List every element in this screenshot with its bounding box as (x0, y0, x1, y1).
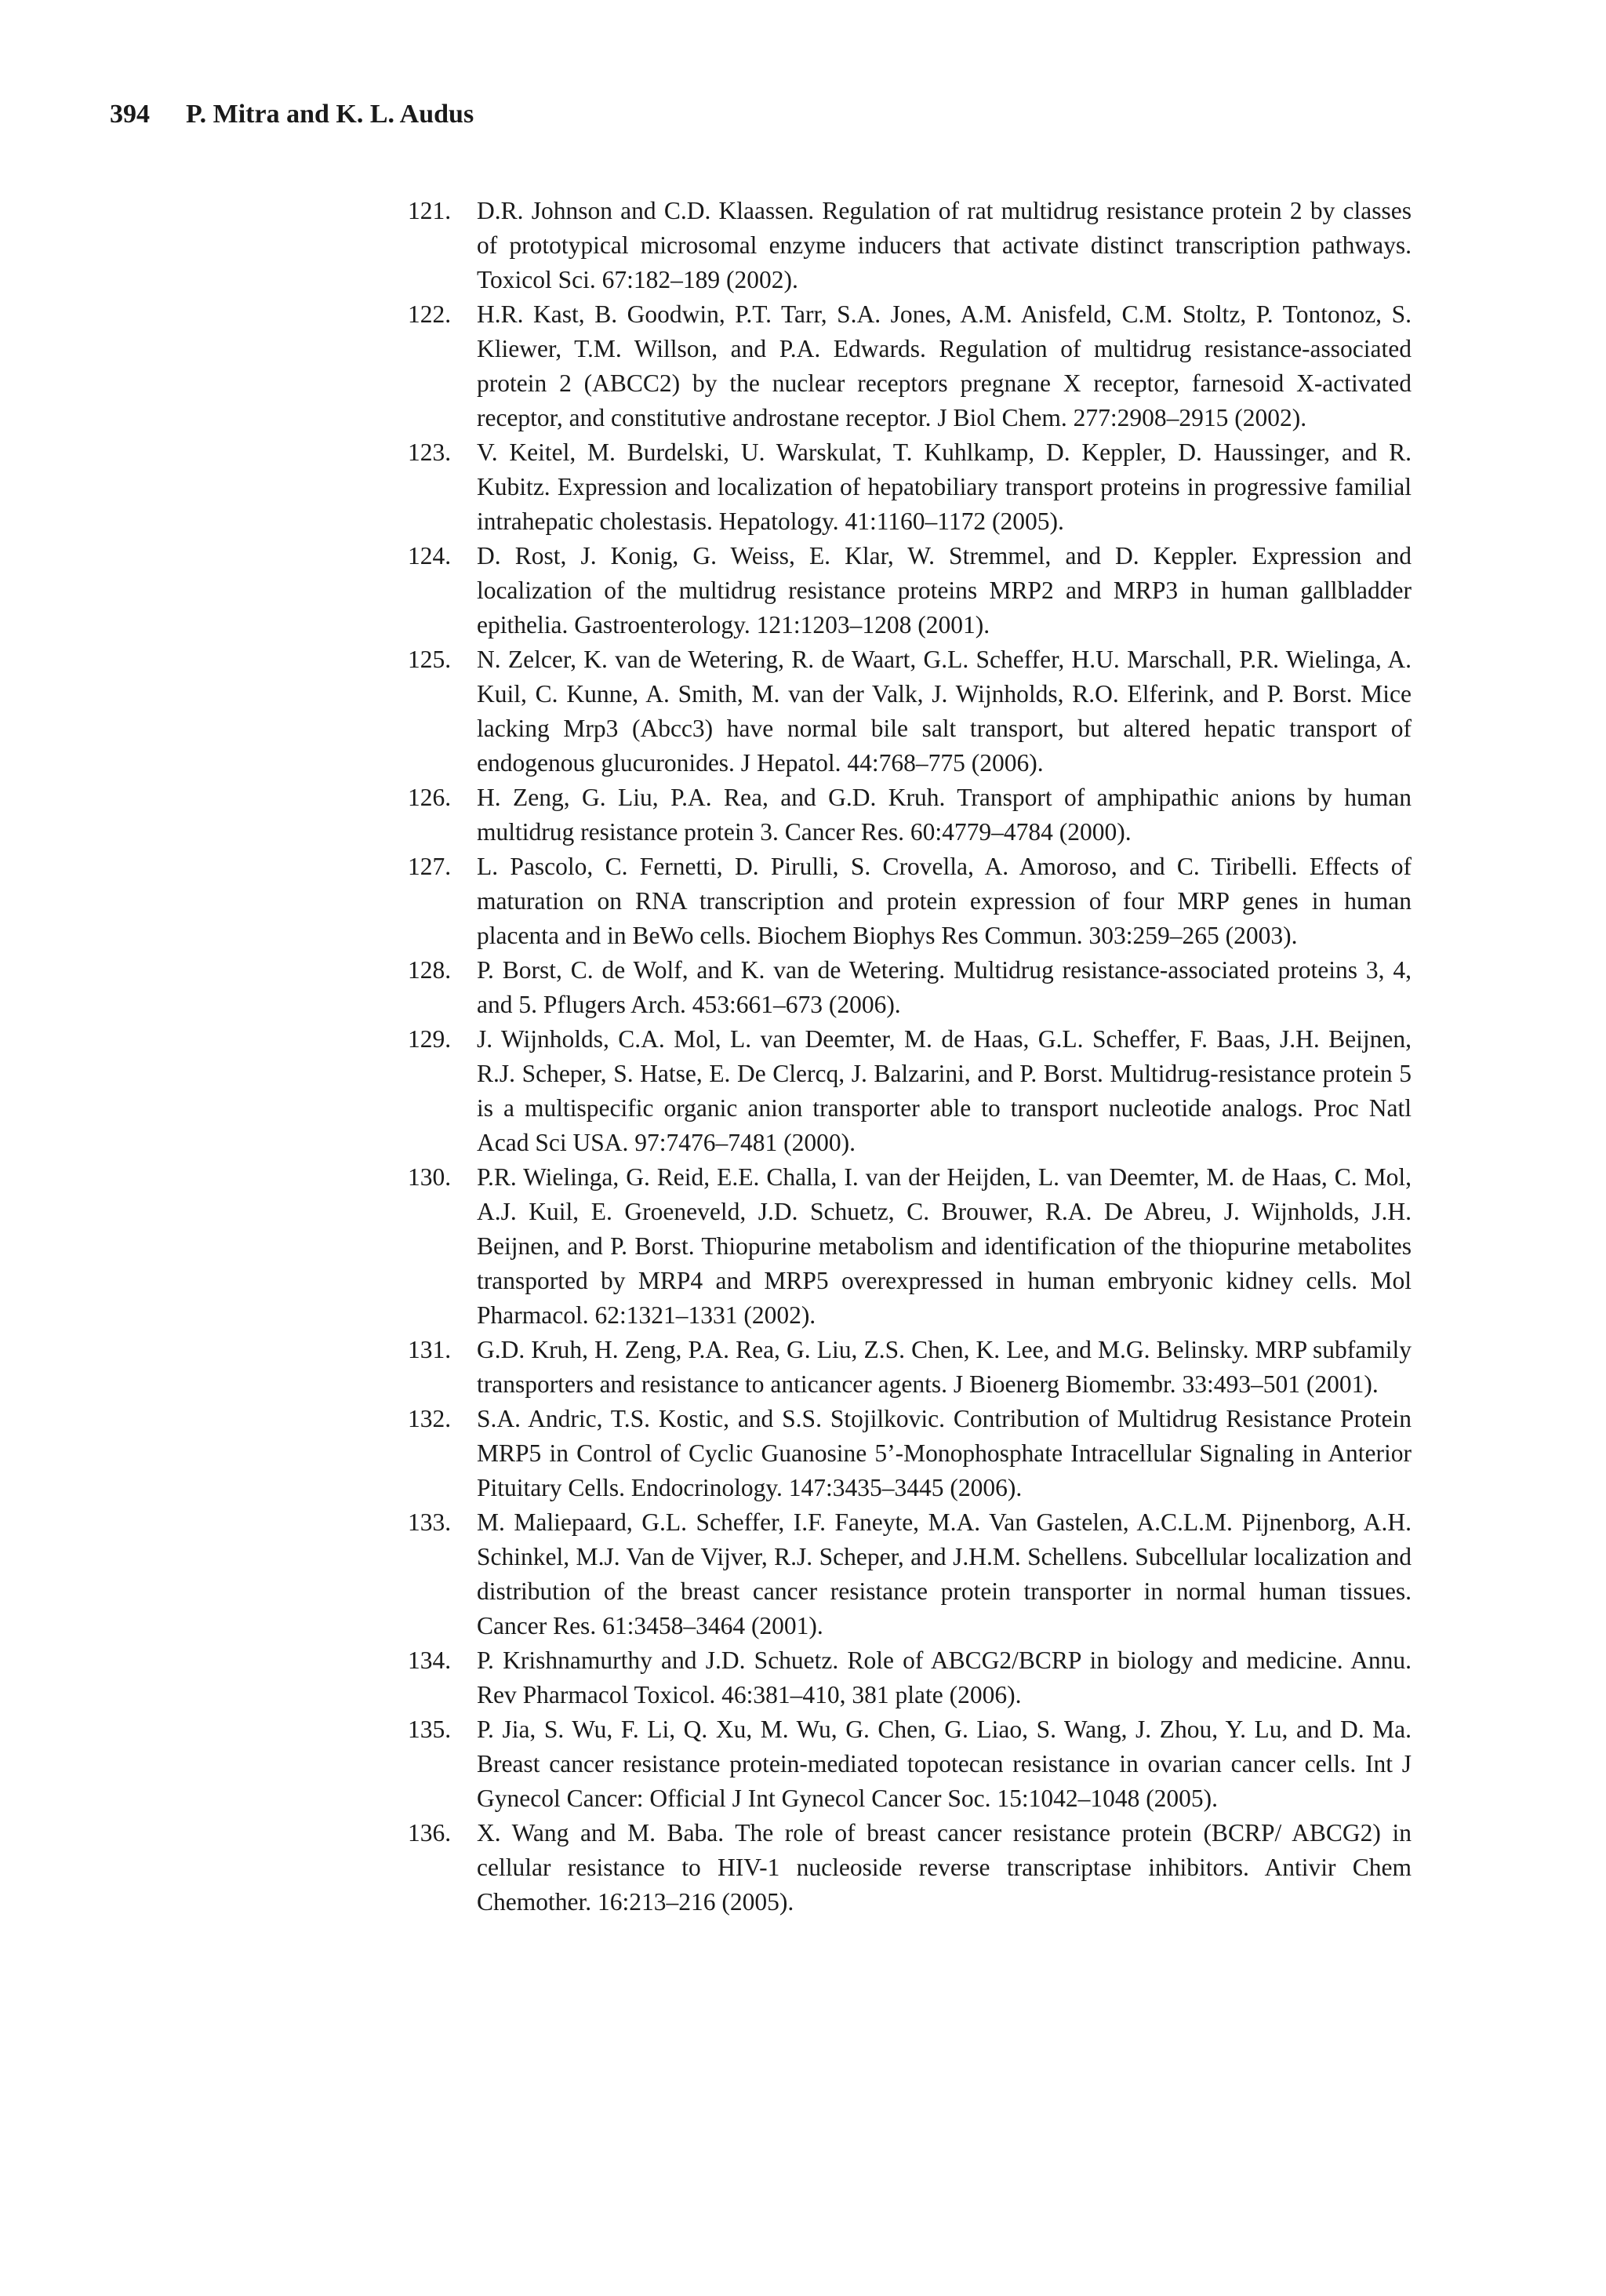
reference-text: P. Krishnamurthy and J.D. Schuetz. Role of ABCG2/BCRP in biology and medicine. Annu. Rev Pharmacol Toxicol. 46:381–410, 381 plate (2006). (477, 1646, 1412, 1708)
reference-number: 134. (408, 1646, 452, 1674)
reference-number: 126. (408, 784, 452, 811)
reference-number: 123. (408, 438, 452, 466)
reference-item (408, 1505, 1412, 1643)
reference-item (408, 780, 1412, 850)
reference-text: D.R. Johnson and C.D. Klaassen. Regulation of rat multidrug resistance protein 2 by classes of prototypical microsomal enzyme inducers that activate distinct transcription pathways. Toxicol Sci. 67:182–189 (2002). (477, 197, 1412, 293)
reference-text: N. Zelcer, K. van de Wetering, R. de Waart, G.L. Scheffer, H.U. Marschall, P.R. Wielinga, A. Kuil, C. Kunne, A. Smith, M. van der Valk, J. Wijnholds, R.O. Elferink, and P. Borst. Mice lacking Mrp3 (Abcc3) have normal bile salt transport, but altered hepatic transport of endogenous glucuronides. J Hepatol. 44:768–775 (2006). (477, 646, 1412, 777)
reference-number: 133. (408, 1508, 452, 1536)
reference-number: 122. (408, 300, 452, 328)
reference-number: 127. (408, 853, 452, 880)
reference-number: 121. (408, 197, 452, 224)
reference-item (408, 1333, 1412, 1402)
reference-item (408, 297, 1412, 435)
reference-number: 132. (408, 1405, 452, 1432)
reference-item (408, 1712, 1412, 1816)
reference-number: 136. (408, 1819, 452, 1847)
reference-text: V. Keitel, M. Burdelski, U. Warskulat, T. Kuhlkamp, D. Keppler, D. Haussinger, and R. Kubitz. Expression and localization of hepatobiliary transport proteins in progressive familial intrahepatic cholestasis. Hepatology. 41:1160–1172 (2005). (477, 438, 1412, 535)
reference-item (408, 1816, 1412, 1919)
reference-item (408, 1643, 1412, 1712)
reference-text: P. Borst, C. de Wolf, and K. van de Wetering. Multidrug resistance-associated proteins 3, 4, and 5. Pflugers Arch. 453:661–673 (2006). (477, 956, 1412, 1018)
reference-item (408, 850, 1412, 953)
reference-text: S.A. Andric, T.S. Kostic, and S.S. Stojilkovic. Contribution of Multidrug Resistance Protein MRP5 in Control of Cyclic Guanosine 5’-Monophosphate Intracellular Signaling in Anterior Pituitary Cells. Endocrinology. 147:3435–3445 (2006). (477, 1405, 1412, 1501)
reference-text: X. Wang and M. Baba. The role of breast cancer resistance protein (BCRP/ ABCG2) in cellular resistance to HIV-1 nucleoside reverse transcriptase inhibitors. Antivir Chem Chemother. 16:213–216 (2005). (477, 1819, 1412, 1916)
reference-number: 129. (408, 1025, 452, 1053)
reference-text: P.R. Wielinga, G. Reid, E.E. Challa, I. van der Heijden, L. van Deemter, M. de Haas, C. Mol, A.J. Kuil, E. Groeneveld, J.D. Schuetz, C. Brouwer, R.A. De Abreu, J. Wijnholds, J.H. Beijnen, and P. Borst. Thiopurine metabolism and identification of the thiopurine metabolites transported by MRP4 and MRP5 overexpressed in human embryonic kidney cells. Mol Pharmacol. 62:1321–1331 (2002). (477, 1163, 1412, 1329)
reference-item (408, 1402, 1412, 1505)
reference-text: M. Maliepaard, G.L. Scheffer, I.F. Faneyte, M.A. Van Gastelen, A.C.L.M. Pijnenborg, A.H. Schinkel, M.J. Van de Vijver, R.J. Scheper, and J.H.M. Schellens. Subcellular localization and distribution of the breast cancer resistance protein transporter in normal human tissues. Cancer Res. 61:3458–3464 (2001). (477, 1508, 1412, 1639)
reference-number: 135. (408, 1716, 452, 1743)
reference-number: 125. (408, 646, 452, 673)
reference-number: 130. (408, 1163, 452, 1191)
reference-text: H. Zeng, G. Liu, P.A. Rea, and G.D. Kruh. Transport of amphipathic anions by human multidrug resistance protein 3. Cancer Res. 60:4779–4784 (2000). (477, 784, 1412, 846)
reference-item (408, 539, 1412, 642)
reference-item (408, 435, 1412, 539)
reference-item (408, 1160, 1412, 1333)
reference-item (408, 194, 1412, 297)
reference-text: H.R. Kast, B. Goodwin, P.T. Tarr, S.A. Jones, A.M. Anisfeld, C.M. Stoltz, P. Tontonoz, S. Kliewer, T.M. Willson, and P.A. Edwards. Regulation of multidrug resistance-associated protein 2 (ABCC2) by the nuclear receptors pregnane X receptor, farnesoid X-activated receptor, and constitutive androstane receptor. J Biol Chem. 277:2908–2915 (2002). (477, 300, 1412, 431)
reference-item (408, 953, 1412, 1022)
reference-text: P. Jia, S. Wu, F. Li, Q. Xu, M. Wu, G. Chen, G. Liao, S. Wang, J. Zhou, Y. Lu, and D. Ma. Breast cancer resistance protein-mediated topotecan resistance in ovarian cancer cells. Int J Gynecol Cancer: Official J Int Gynecol Cancer Soc. 15:1042–1048 (2005). (477, 1716, 1412, 1812)
reference-number: 131. (408, 1336, 452, 1363)
reference-text: J. Wijnholds, C.A. Mol, L. van Deemter, M. de Haas, G.L. Scheffer, F. Baas, J.H. Beijnen, R.J. Scheper, S. Hatse, E. De Clercq, J. Balzarini, and P. Borst. Multidrug-resistance protein 5 is a multispecific organic anion transporter able to transport nucleotide analogs. Proc Natl Acad Sci USA. 97:7476–7481 (2000). (477, 1025, 1412, 1156)
page-number: 394 (110, 100, 150, 129)
running-head (110, 99, 474, 130)
reference-text: D. Rost, J. Konig, G. Weiss, E. Klar, W. Stremmel, and D. Keppler. Expression and localization of the multidrug resistance proteins MRP2 and MRP3 in human gallbladder epithelia. Gastroenterology. 121:1203–1208 (2001). (477, 542, 1412, 639)
reference-item (408, 642, 1412, 780)
running-head-authors: P. Mitra and K. L. Audus (186, 100, 474, 129)
reference-list (408, 194, 1412, 1919)
reference-text: L. Pascolo, C. Fernetti, D. Pirulli, S. Crovella, A. Amoroso, and C. Tiribelli. Effects of maturation on RNA transcription and protein expression of four MRP genes in human placenta and in BeWo cells. Biochem Biophys Res Commun. 303:259–265 (2003). (477, 853, 1412, 949)
reference-item (408, 1022, 1412, 1160)
reference-number: 124. (408, 542, 452, 569)
reference-number: 128. (408, 956, 452, 984)
reference-text: G.D. Kruh, H. Zeng, P.A. Rea, G. Liu, Z.S. Chen, K. Lee, and M.G. Belinsky. MRP subfamily transporters and resistance to anticancer agents. J Bioenerg Biomembr. 33:493–501 (2001). (477, 1336, 1412, 1398)
